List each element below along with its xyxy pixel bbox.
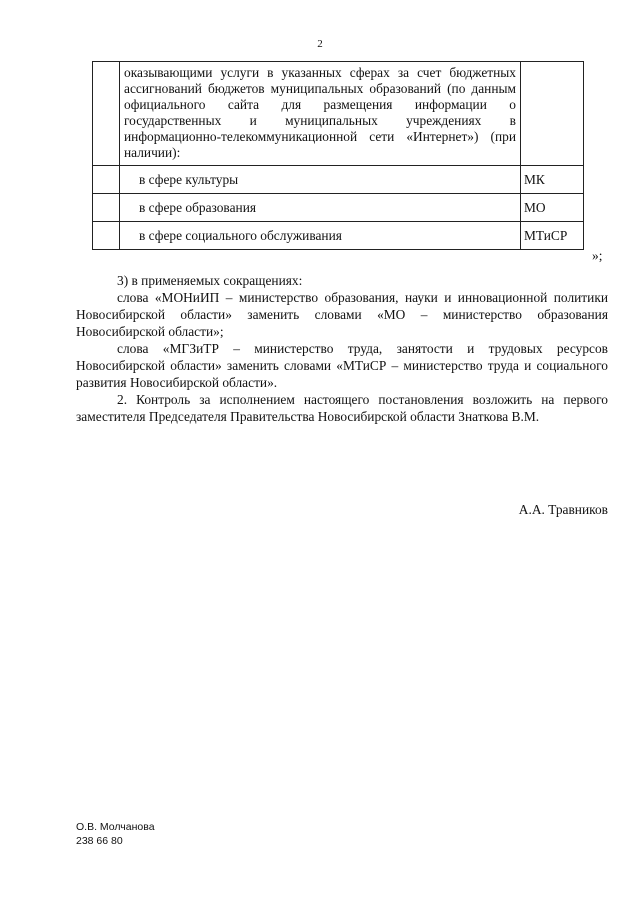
paragraph: слова «МОНиИП – министерство образования, науки и инновационной политики Новосибирской области» заменить словами «МО – министерство образования Новосибирской области»; [76, 290, 608, 339]
table-row-label: в сфере культуры [120, 166, 521, 194]
table-row-label: в сфере образования [120, 194, 521, 222]
table-row [93, 166, 584, 194]
executor-info [76, 820, 155, 848]
table-cell-empty [93, 194, 120, 222]
table-cell-empty [521, 62, 584, 166]
table-row-abbr: МО [521, 194, 584, 222]
table-closing-quote: »; [592, 248, 603, 263]
paragraph: слова «МГЗиТР – министерство труда, занятости и трудовых ресурсов Новосибирской области» заменить словами «МТиСР – министерство труда и социального развития Новосибирской области». [76, 341, 608, 390]
table-cell-empty [93, 166, 120, 194]
abbreviation-table [92, 61, 584, 250]
table-row [93, 222, 584, 250]
executor-name: О.В. Молчанова [76, 821, 155, 833]
table-row [93, 194, 584, 222]
executor-phone: 238 66 80 [76, 835, 123, 847]
table-cell-empty [93, 222, 120, 250]
document-body [76, 272, 608, 425]
table-row-label: в сфере социального обслуживания [120, 222, 521, 250]
table-row-abbr: МК [521, 166, 584, 194]
page-number: 2 [317, 38, 323, 50]
table-row-abbr: МТиСР [521, 222, 584, 250]
paragraph: 2. Контроль за исполнением настоящего постановления возложить на первого заместителя Председателя Правительства Новосибирской области Знаткова В.М. [76, 392, 608, 424]
table-row [93, 62, 584, 166]
paragraph: 3) в применяемых сокращениях: [117, 273, 303, 288]
table-cell-empty [93, 62, 120, 166]
table-description: оказывающими услуги в указанных сферах за счет бюджетных ассигнований бюджетов муниципальных образований (по данным официального сайта для размещения информации о государственных и муниципальных учреждениях в информационно-телекоммуникационной сети «Интернет») (при наличии): [120, 62, 521, 166]
signature-name: А.А. Травников [518, 502, 608, 517]
